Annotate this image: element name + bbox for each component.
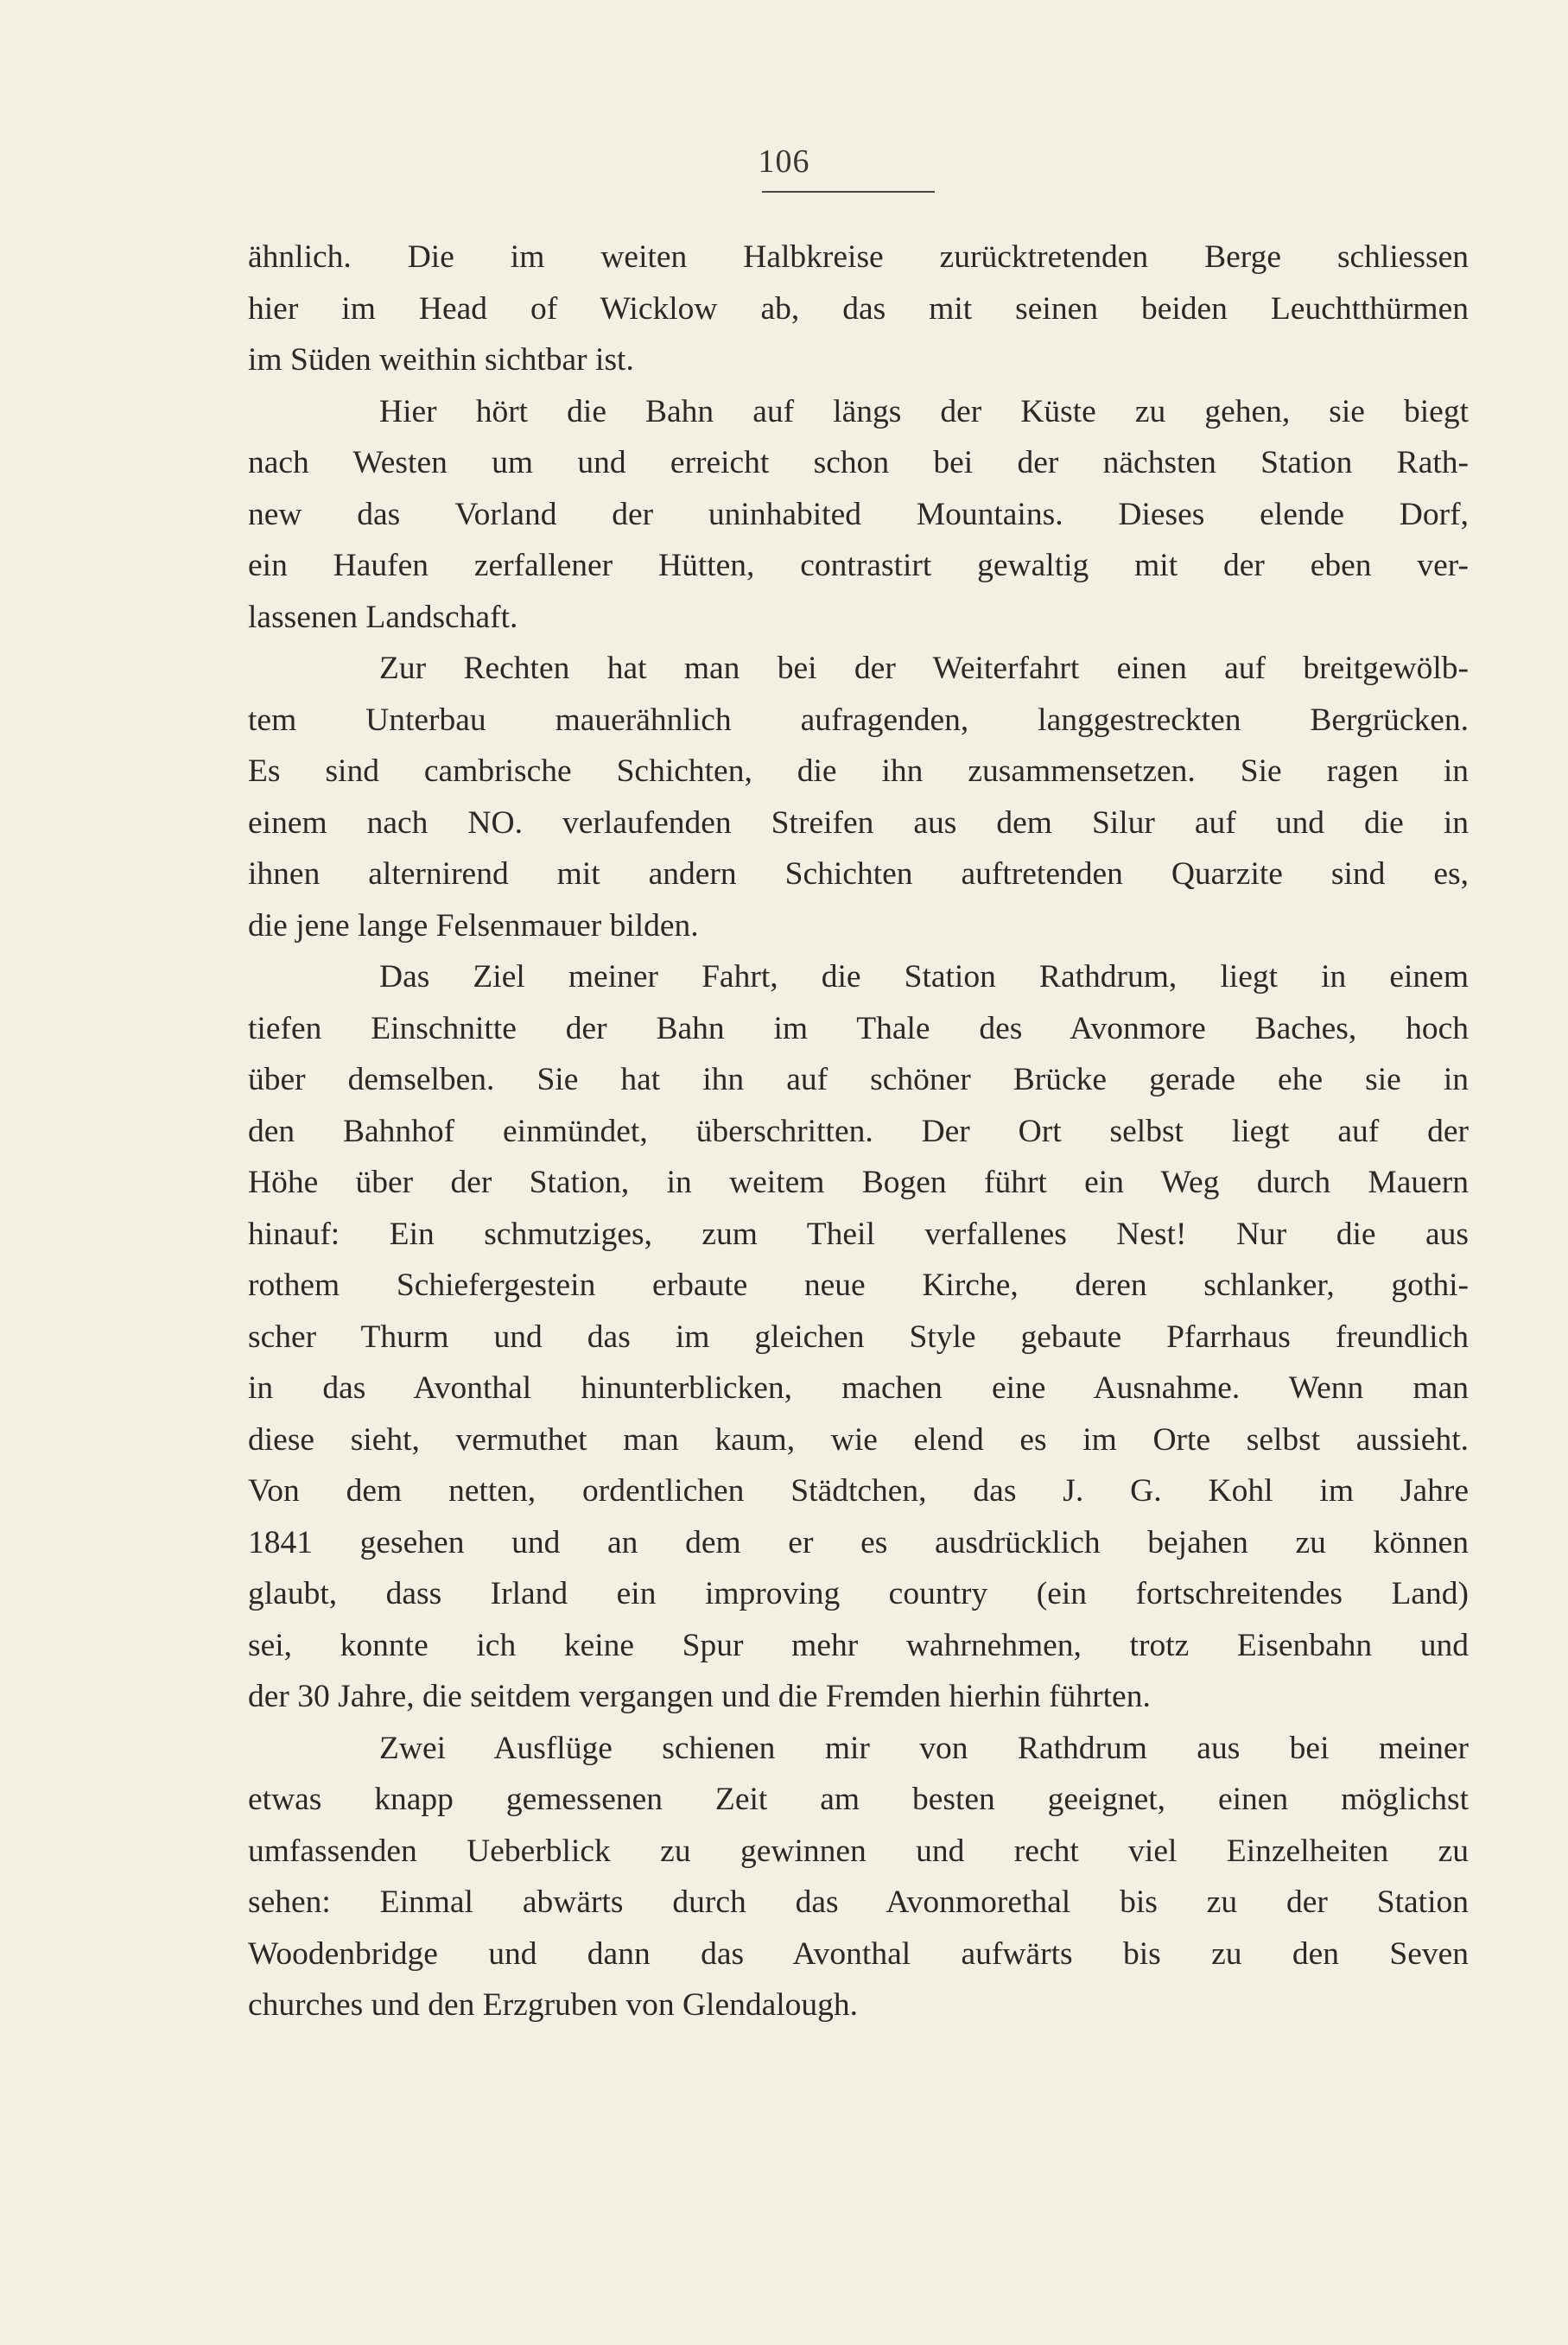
text-line: 1841 gesehen und an dem er es ausdrücklich bejahen zu können	[248, 1524, 1469, 1560]
text-line: glaubt, dass Irland ein improving country (ein fortschreitendes Land)	[248, 1576, 1469, 1611]
text-line: churches und den Erzgruben von Glendalough.	[248, 1987, 859, 2023]
text-line: Es sind cambrische Schichten, die ihn zusammensetzen. Sie ragen in	[248, 753, 1469, 789]
text-line: die jene lange Felsenmauer bilden.	[248, 907, 699, 944]
text-line: tem Unterbau mauerähnlich aufragenden, langgestreckten Bergrücken.	[248, 702, 1469, 738]
text-line: tiefen Einschnitte der Bahn im Thale des Avonmore Baches, hoch	[248, 1010, 1469, 1046]
header-rule	[762, 191, 935, 193]
text-line: hier im Head of Wicklow ab, das mit seinen beiden Leuchtthürmen	[248, 290, 1469, 327]
page-number: 106	[758, 143, 810, 180]
text-line: scher Thurm und das im gleichen Style gebaute Pfarrhaus freundlich	[248, 1319, 1469, 1355]
text-line: ähnlich. Die im weiten Halbkreise zurücktretenden Berge schliessen	[248, 239, 1469, 275]
text-line: sei, konnte ich keine Spur mehr wahrnehmen, trotz Eisenbahn und	[248, 1627, 1469, 1663]
text-line: Das Ziel meiner Fahrt, die Station Rathdrum, liegt in einem	[379, 959, 1469, 995]
text-line: new das Vorland der uninhabited Mountains. Dieses elende Dorf,	[248, 496, 1469, 532]
text-line: etwas knapp gemessenen Zeit am besten geeignet, einen möglichst	[248, 1782, 1469, 1817]
text-line: in das Avonthal hinunterblicken, machen eine Ausnahme. Wenn man	[248, 1370, 1469, 1406]
text-line: Hier hört die Bahn auf längs der Küste zu gehen, sie biegt	[379, 393, 1469, 429]
text-line: Von dem netten, ordentlichen Städtchen, das J. G. Kohl im Jahre	[248, 1473, 1469, 1509]
text-line: diese sieht, vermuthet man kaum, wie elend es im Orte selbst aussieht.	[248, 1421, 1469, 1458]
text-line: Höhe über der Station, in weitem Bogen führt ein Weg durch Mauern	[248, 1165, 1469, 1200]
text-line: ihnen alternirend mit andern Schichten auftretenden Quarzite sind es,	[248, 856, 1469, 892]
text-line: umfassenden Ueberblick zu gewinnen und recht viel Einzelheiten zu	[248, 1833, 1469, 1869]
text-line: lassenen Landschaft.	[248, 599, 518, 635]
text-line: der 30 Jahre, die seitdem vergangen und die Fremden hierhin führten.	[248, 1679, 1151, 1714]
text-line: über demselben. Sie hat ihn auf schöner Brücke gerade ehe sie in	[248, 1062, 1469, 1097]
text-line: Woodenbridge und dann das Avonthal aufwärts bis zu den Seven	[248, 1935, 1469, 1972]
text-line: Zwei Ausflüge schienen mir von Rathdrum aus bei meiner	[379, 1730, 1469, 1766]
text-line: im Süden weithin sichtbar ist.	[248, 342, 634, 378]
body-text	[248, 232, 1469, 2031]
text-line: den Bahnhof einmündet, überschritten. Der Ort selbst liegt auf der	[248, 1113, 1469, 1149]
text-line: Zur Rechten hat man bei der Weiterfahrt einen auf breitgewölb-	[379, 651, 1469, 686]
text-line: ein Haufen zerfallener Hütten, contrastirt gewaltig mit der eben ver-	[248, 548, 1469, 583]
text-line: rothem Schiefergestein erbaute neue Kirche, deren schlanker, gothi-	[248, 1268, 1469, 1303]
text-line: einem nach NO. verlaufenden Streifen aus dem Silur auf und die in	[248, 804, 1469, 841]
text-line: nach Westen um und erreicht schon bei der nächsten Station Rath-	[248, 445, 1469, 480]
text-line: hinauf: Ein schmutziges, zum Theil verfallenes Nest! Nur die aus	[248, 1216, 1469, 1252]
text-line: sehen: Einmal abwärts durch das Avonmorethal bis zu der Station	[248, 1884, 1469, 1920]
